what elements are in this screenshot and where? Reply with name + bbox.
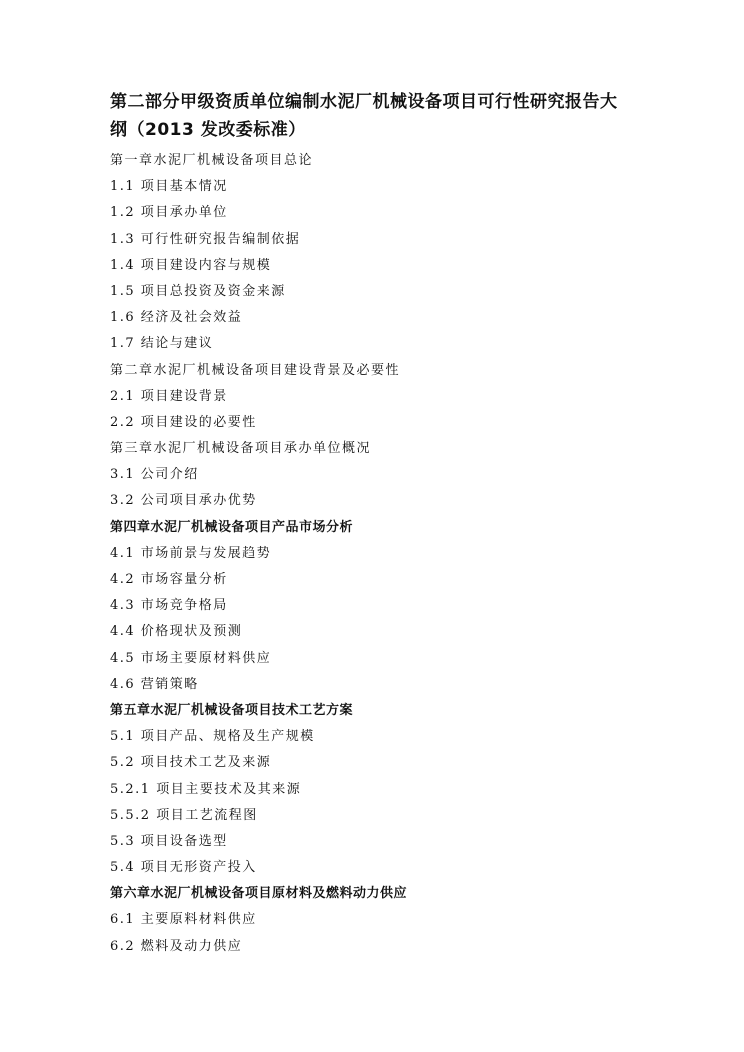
toc-entry: 1.3 可行性研究报告编制依据 bbox=[110, 231, 301, 247]
toc-entry: 第二章水泥厂机械设备项目建设背景及必要性 bbox=[110, 362, 401, 378]
toc-entry: 1.1 项目基本情况 bbox=[110, 179, 228, 195]
toc-entry: 2.1 项目建设背景 bbox=[110, 388, 228, 404]
table-of-contents bbox=[110, 148, 670, 960]
toc-entry: 4.2 市场容量分析 bbox=[110, 572, 228, 587]
toc-entry: 4.1 市场前景与发展趋势 bbox=[110, 545, 272, 561]
toc-entry: 1.7 结论与建议 bbox=[110, 336, 214, 352]
document-title bbox=[110, 88, 670, 144]
chapter-heading: 第六章水泥厂机械设备项目原材料及燃料动力供应 bbox=[110, 886, 408, 902]
toc-entry: 第三章水泥厂机械设备项目承办单位概况 bbox=[110, 441, 372, 457]
toc-entry: 3.1 公司介绍 bbox=[110, 467, 199, 483]
toc-entry: 6.2 燃料及动力供应 bbox=[110, 938, 243, 954]
toc-entry: 5.2.1 项目主要技术及其来源 bbox=[110, 781, 302, 797]
toc-entry: 1.4 项目建设内容与规模 bbox=[110, 257, 272, 273]
toc-entry: 5.5.2 项目工艺流程图 bbox=[110, 807, 258, 823]
toc-entry: 2.2 项目建设的必要性 bbox=[110, 414, 257, 430]
toc-entry: 4.6 营销策略 bbox=[110, 676, 199, 692]
chapter-heading: 第五章水泥厂机械设备项目技术工艺方案 bbox=[110, 702, 354, 718]
toc-entry: 5.2 项目技术工艺及来源 bbox=[110, 755, 272, 771]
toc-entry: 4.4 价格现状及预测 bbox=[110, 624, 243, 640]
toc-entry: 1.6 经济及社会效益 bbox=[110, 310, 243, 326]
chapter-heading: 第四章水泥厂机械设备项目产品市场分析 bbox=[110, 519, 354, 535]
toc-entry: 第一章水泥厂机械设备项目总论 bbox=[110, 153, 314, 168]
toc-entry: 5.3 项目设备选型 bbox=[110, 833, 228, 849]
title-line-2: 纲（2013 发改委标准） bbox=[110, 120, 306, 140]
toc-entry: 4.3 市场竞争格局 bbox=[110, 598, 228, 614]
document-page bbox=[110, 88, 670, 960]
toc-entry: 1.5 项目总投资及资金来源 bbox=[110, 283, 286, 299]
toc-entry: 5.1 项目产品、规格及生产规模 bbox=[110, 729, 315, 745]
toc-entry: 4.5 市场主要原材料供应 bbox=[110, 650, 272, 666]
toc-entry: 6.1 主要原料材料供应 bbox=[110, 912, 257, 928]
toc-entry: 1.2 项目承办单位 bbox=[110, 205, 228, 221]
toc-entry: 3.2 公司项目承办优势 bbox=[110, 493, 257, 509]
title-line-1: 第二部分甲级资质单位编制水泥厂机械设备项目可行性研究报告大 bbox=[110, 92, 618, 112]
toc-entry: 5.4 项目无形资产投入 bbox=[110, 860, 257, 876]
